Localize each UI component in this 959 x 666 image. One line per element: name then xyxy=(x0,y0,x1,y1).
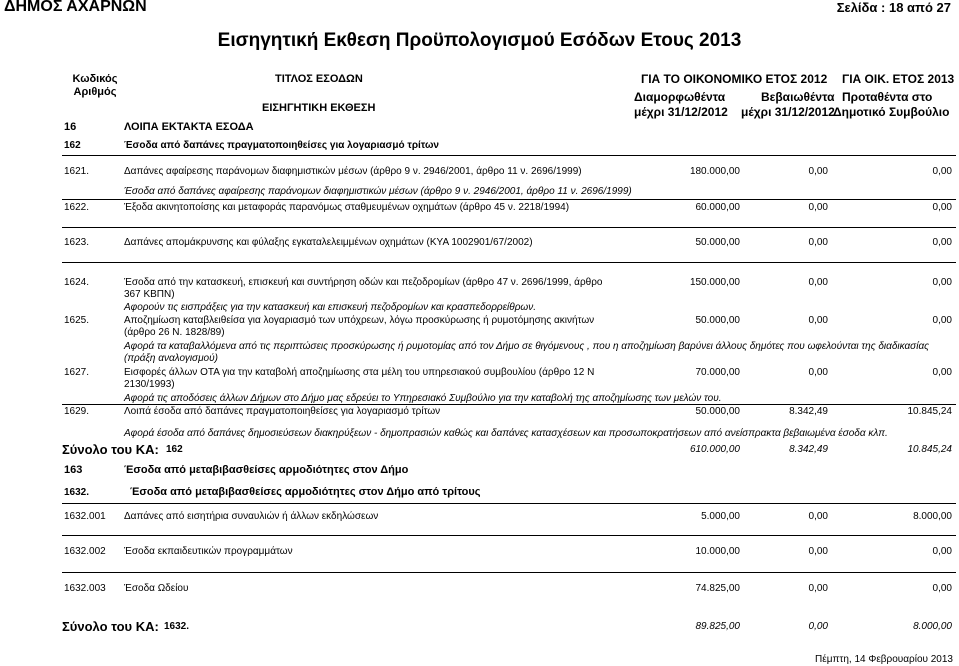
category-code: 16 xyxy=(64,121,77,133)
col-report: ΕΙΣΗΓΗΤΙΚΗ ΕΚΘΕΣΗ xyxy=(262,102,376,114)
col-proposed-line2: Δημοτικό Συμβούλιο xyxy=(833,105,950,119)
subgroup-name: Έσοδα από μεταβιβασθείσες αρμοδιότητες στον Δήμο από τρίτους xyxy=(130,486,481,498)
footer-date: Πέμπτη, 14 Φεβρουαρίου 2013 xyxy=(815,654,953,665)
col-formed-line2: μέχρι 31/12/2012 xyxy=(634,105,728,119)
header-divider xyxy=(62,155,956,156)
page-number: Σελίδα : 18 από 27 xyxy=(836,0,951,15)
col-proposed-line1: Προταθέντα στο xyxy=(842,90,933,104)
report-title: Εισηγητική Εκθεση Προϋπολογισμού Εσόδων Ετους 2013 xyxy=(217,30,742,51)
total-label: Σύνολο του ΚΑ: xyxy=(62,442,159,457)
row-divider xyxy=(62,503,956,504)
row-note: Αφορά τα καταβαλλόμενα από τις περιπτώσεις προσκύρωσης ή ρυμοτομίας από τον Δήμο σε θιγόμενους , που η αποζημίωση βαρύνει άλλους δημότες που ωφελούνται της διαδικασίας xyxy=(124,341,930,352)
total-code: 1632. xyxy=(164,621,190,632)
col-formed-line1: Διαμορφωθέντα xyxy=(634,90,726,104)
row-note: Αφορούν τις εισπράξεις για την κατασκευή και επισκευή πεζοδρομίων και κρασπεδορρείθρων. xyxy=(124,302,536,313)
row-divider xyxy=(62,572,956,573)
group-code: 163 xyxy=(64,464,83,476)
col-confirmed-line1: Βεβαιωθέντα xyxy=(761,90,835,104)
row-note: Έσοδα από δαπάνες αφαίρεσης παράνομων διαφημιστικών μέσων (άρθρο 9 ν. 2946/2001, άρθρο 11 ν. 2696/1999) xyxy=(124,186,632,197)
municipality-name: ΔΗΜΟΣ ΑΧΑΡΝΩΝ xyxy=(4,0,147,15)
group-name: Έσοδα από δαπάνες πραγματοποιηθείσες για λογαριασμό τρίτων xyxy=(124,140,439,151)
row-divider xyxy=(62,199,956,200)
col-code-line2: Αριθμός xyxy=(73,86,117,98)
row-divider xyxy=(62,227,956,228)
row-divider xyxy=(62,535,956,536)
group-code: 162 xyxy=(64,140,81,151)
col-fy2013: ΓΙΑ ΟΙΚ. ΕΤΟΣ 2013 xyxy=(842,72,955,86)
row-note: (πράξη αναλογισμού) xyxy=(124,353,218,364)
row-note: Αφορά τις αποδόσεις άλλων Δήμων στο Δήμο μας εδρεύει το Υπηρεσιακό Συμβούλιο για την καταβολή της αποζημίωσης των μελών του. xyxy=(124,393,722,404)
col-title: ΤΙΤΛΟΣ ΕΣΟΔΩΝ xyxy=(275,73,363,85)
col-confirmed-line2: μέχρι 31/12/2012 xyxy=(741,105,835,119)
category-name: ΛΟΙΠΑ ΕΚΤΑΚΤΑ ΕΣΟΔΑ xyxy=(124,121,254,133)
group-name: Έσοδα από μεταβιβασθείσες αρμοδιότητες στον Δήμο xyxy=(124,464,409,476)
col-code-line1: Κωδικός xyxy=(72,73,118,85)
subgroup-code: 1632. xyxy=(64,487,90,498)
total-code: 162 xyxy=(166,444,183,455)
row-divider xyxy=(62,404,956,405)
row-divider xyxy=(62,262,956,263)
row-note: Αφορά έσοδα από δαπάνες δημοσιεύσεων διακηρύξεων - δημοπρασιών καθώς και δαπάνες κατασχέσεων και προσωποκρατήσεων από ανείσπρακτα βεβαιωμένα έσοδα κλπ. xyxy=(124,428,888,439)
total-label: Σύνολο του ΚΑ: xyxy=(62,619,159,634)
col-fy2012: ΓΙΑ ΤΟ ΟΙΚΟΝΟΜΙΚΟ ΕΤΟΣ 2012 xyxy=(641,72,828,86)
